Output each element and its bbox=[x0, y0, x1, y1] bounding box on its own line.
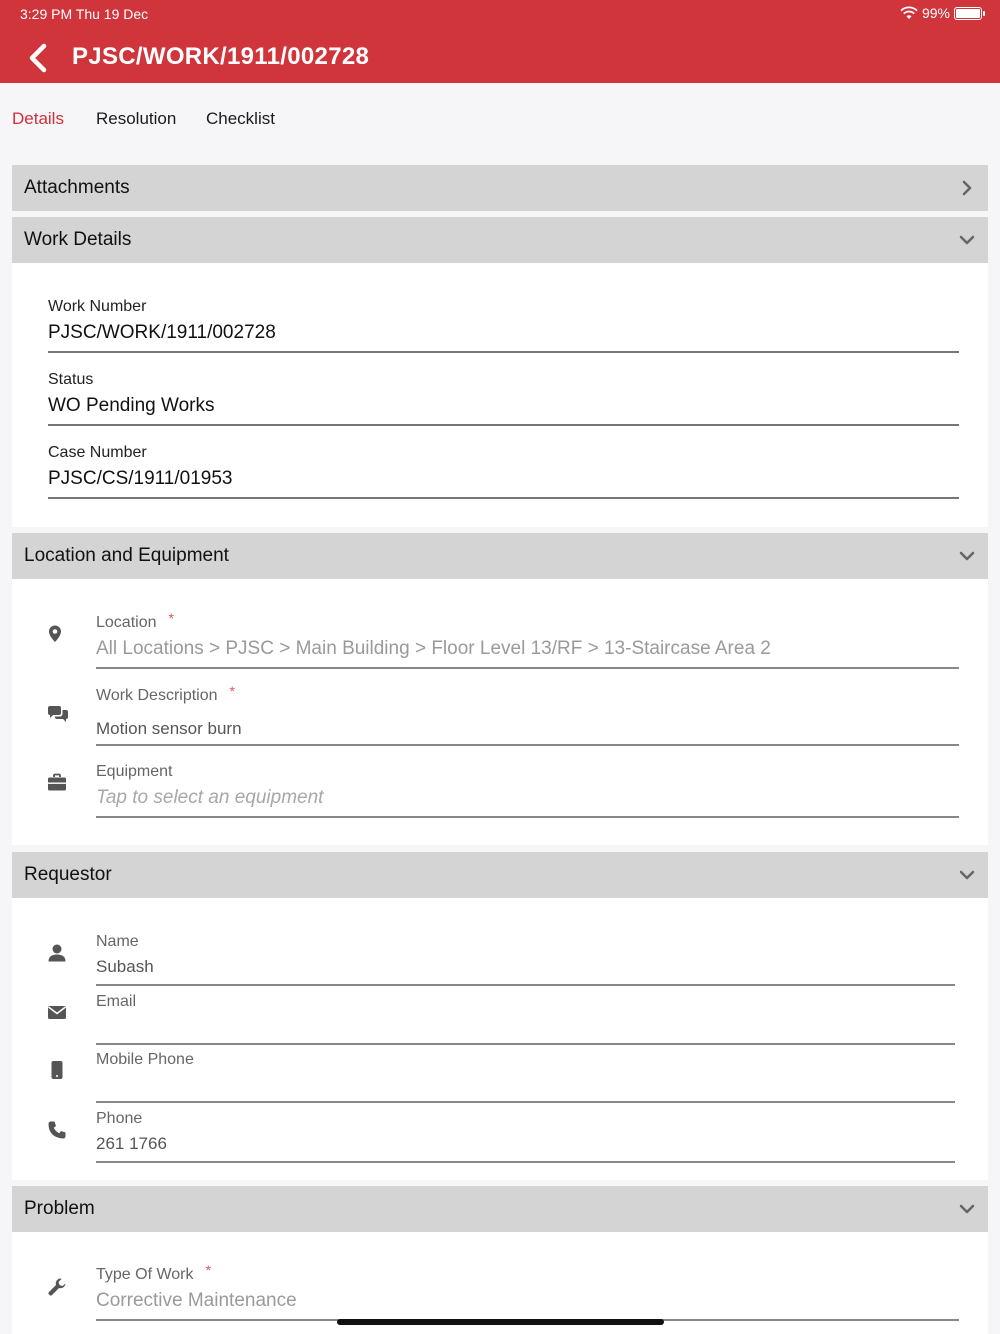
case-number-field[interactable] bbox=[48, 444, 233, 490]
divider bbox=[96, 1043, 955, 1045]
field-label: Email bbox=[96, 993, 137, 1010]
briefcase-icon bbox=[47, 773, 67, 793]
name-value: Subash bbox=[96, 957, 154, 976]
tab-details[interactable]: Details bbox=[12, 109, 64, 128]
work-description-field[interactable] bbox=[96, 683, 966, 739]
chevron-down-icon bbox=[958, 1200, 976, 1218]
divider bbox=[48, 424, 959, 426]
location-field[interactable] bbox=[96, 610, 966, 660]
field-label: Status bbox=[48, 371, 94, 388]
type-of-work-value: Corrective Maintenance bbox=[96, 1290, 297, 1311]
chevron-down-icon bbox=[958, 866, 976, 884]
equipment-placeholder: Tap to select an equipment bbox=[96, 787, 324, 808]
status-value: WO Pending Works bbox=[48, 395, 215, 416]
wrench-icon bbox=[47, 1277, 67, 1297]
section-title: Location and Equipment bbox=[24, 545, 229, 566]
wifi-icon bbox=[900, 6, 918, 20]
user-icon bbox=[47, 943, 67, 963]
mobile-phone-field[interactable] bbox=[96, 1051, 956, 1075]
status-indicators bbox=[900, 5, 982, 21]
chevron-left-icon bbox=[27, 43, 49, 73]
tab-bar bbox=[0, 83, 1000, 155]
name-field[interactable] bbox=[96, 933, 956, 977]
divider bbox=[96, 1161, 955, 1163]
required-marker: * bbox=[229, 683, 235, 699]
phone-field[interactable] bbox=[96, 1110, 956, 1154]
status-time: 3:29 PM Thu 19 Dec bbox=[20, 6, 149, 22]
envelope-icon bbox=[47, 1002, 67, 1022]
location-value: All Locations > PJSC > Main Building > Floor Level 13/RF > 13-Staircase Area 2 bbox=[96, 638, 771, 659]
required-marker: * bbox=[168, 610, 174, 626]
location-equipment-section-header[interactable] bbox=[12, 533, 988, 579]
section-title: Attachments bbox=[24, 177, 130, 198]
field-label: Type Of Work * bbox=[96, 1262, 211, 1283]
battery-percent: 99% bbox=[921, 5, 950, 21]
back-button[interactable] bbox=[20, 40, 56, 76]
page-title: PJSC/WORK/1911/002728 bbox=[72, 43, 370, 70]
work-details-section-header[interactable] bbox=[12, 217, 988, 263]
requestor-section-header[interactable] bbox=[12, 852, 988, 898]
work-description-value: Motion sensor burn bbox=[96, 719, 242, 738]
field-label: Location * bbox=[96, 610, 174, 631]
phone-icon bbox=[47, 1120, 67, 1140]
required-marker: * bbox=[205, 1262, 211, 1278]
divider bbox=[96, 744, 959, 746]
work-number-value: PJSC/WORK/1911/002728 bbox=[48, 322, 276, 343]
case-number-value: PJSC/CS/1911/01953 bbox=[48, 468, 233, 489]
field-label: Mobile Phone bbox=[96, 1051, 194, 1068]
status-field[interactable] bbox=[48, 371, 214, 417]
section-title: Work Details bbox=[24, 229, 132, 250]
section-title: Problem bbox=[24, 1198, 95, 1219]
field-label: Equipment bbox=[96, 763, 173, 780]
email-field[interactable] bbox=[96, 993, 956, 1017]
problem-section-header[interactable] bbox=[12, 1186, 988, 1232]
type-of-work-field[interactable] bbox=[96, 1262, 966, 1312]
phone-value: 261 1766 bbox=[96, 1134, 167, 1153]
chevron-right-icon bbox=[958, 179, 976, 197]
battery-icon bbox=[954, 7, 982, 20]
section-title: Requestor bbox=[24, 864, 112, 885]
comments-icon bbox=[47, 705, 69, 725]
divider bbox=[48, 497, 959, 499]
home-indicator[interactable] bbox=[337, 1319, 664, 1325]
mobile-phone-icon bbox=[47, 1060, 67, 1080]
tab-checklist[interactable]: Checklist bbox=[206, 109, 275, 128]
field-label: Work Description * bbox=[96, 683, 235, 704]
field-label: Phone bbox=[96, 1110, 143, 1127]
location-pin-icon bbox=[45, 624, 65, 644]
equipment-field[interactable] bbox=[96, 763, 966, 809]
field-label: Case Number bbox=[48, 444, 147, 461]
field-label: Name bbox=[96, 933, 139, 950]
chevron-down-icon bbox=[958, 231, 976, 249]
tab-resolution[interactable]: Resolution bbox=[96, 109, 177, 128]
divider bbox=[96, 667, 959, 669]
divider bbox=[48, 351, 959, 353]
app-header bbox=[0, 0, 1000, 83]
divider bbox=[96, 1101, 955, 1103]
divider bbox=[96, 984, 955, 986]
divider bbox=[96, 816, 959, 818]
chevron-down-icon bbox=[958, 547, 976, 565]
field-label: Work Number bbox=[48, 298, 147, 315]
attachments-section-header[interactable] bbox=[12, 165, 988, 211]
work-number-field[interactable] bbox=[48, 298, 276, 344]
